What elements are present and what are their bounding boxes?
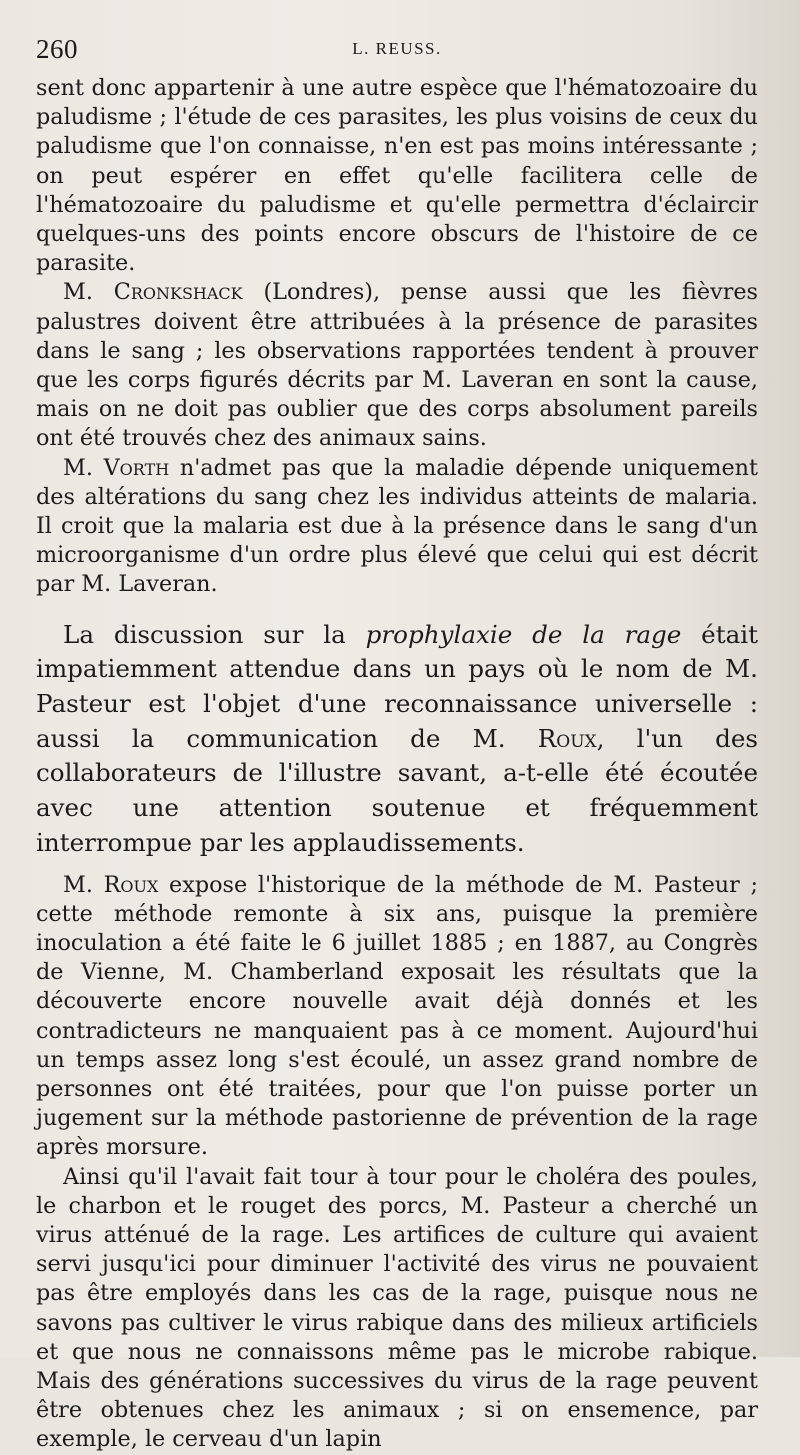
paragraph-cronkshack: M. Cronkshack (Londres), pense aussi que les fièvres palustres doivent être attribuées à la présence de parasites dans le sang ; les observations rapportées tendent à prouver que les corps figurés décrits par M. Laveran en sont la cause, mais on ne doit pas oublier que des corps absolument pareils ont été trouvés chez des animaux sains. xyxy=(36,279,758,452)
author-name: Roux xyxy=(537,723,597,753)
page-number: 260 xyxy=(36,34,78,64)
author-name: Roux xyxy=(103,871,159,898)
paragraph-rage-discussion-intro: La discussion sur la prophylaxie de la rage était impatiemment attendue dans un pays où le nom de M. Pasteur est l'objet d'une reconnaissance universelle : aussi la communication de M. Roux, l'un des collaborateurs de l'illustre savant, a-t-elle été écoutée avec une attention soutenue et fréquemment interrompue par les applaudissements. xyxy=(36,619,758,857)
author-name: Cronkshack xyxy=(113,279,243,306)
running-head: L. REUSS. xyxy=(352,39,442,58)
author-name: Vorth xyxy=(103,454,170,481)
emphasis-prophylaxie: prophylaxie de la rage xyxy=(365,619,682,649)
paragraph-vorth: M. Vorth n'admet pas que la maladie dépende uniquement des altérations du sang chez les individus atteints de malaria. Il croit que la malaria est due à la présence dans le sang d'un microorganisme d'un ordre plus élevé que celui qui est décrit par M. Laveran. xyxy=(36,454,758,598)
paragraph-virus-attenue: Ainsi qu'il l'avait fait tour à tour pour le choléra des poules, le charbon et le rouget des porcs, M. Pasteur a cherché un virus atténué de la rage. Les artifices de culture qui avaient servi jusqu'ici pour diminuer l'activité des virus ne pouvaient pas être employés dans les cas de la rage, puisque nous ne savons pas cultiver le virus rabique dans des milieux artificiels et que nous ne connaissons même pas le microbe rabique. Mais des générations successives du virus de la rage peuvent être obtenues chez les animaux ; si on ensemence, par exemple, le cerveau d'un lapin xyxy=(36,1163,758,1453)
page-header xyxy=(36,30,758,74)
paragraph-parasites-conclusion: sent donc appartenir à une autre espèce que l'hématozoaire du paludisme ; l'étude de ces parasites, les plus voisins de ceux du paludisme que l'on connaisse, n'en est pas moins intéressante ; on peut espérer en effet qu'elle facilitera celle de l'hématozoaire du paludisme et qu'elle permettra d'éclaircir quelques-uns des points encore obscurs de l'histoire de ce parasite. xyxy=(36,75,758,277)
paragraph-roux-historique: M. Roux expose l'historique de la méthode de M. Pasteur ; cette méthode remonte à six ans, puisque la première inoculation a été faite le 6 juillet 1885 ; en 1887, au Congrès de Vienne, M. Chamberland exposait les résultats que la découverte encore nouvelle avait déjà donnés et les contradicteurs ne manquaient pas à ce moment. Aujourd'hui un temps assez long s'est écoulé, un assez grand nombre de personnes ont été traitées, pour que l'on puisse porter un jugement sur la méthode pastorienne de prévention de la rage après morsure. xyxy=(36,871,758,1161)
